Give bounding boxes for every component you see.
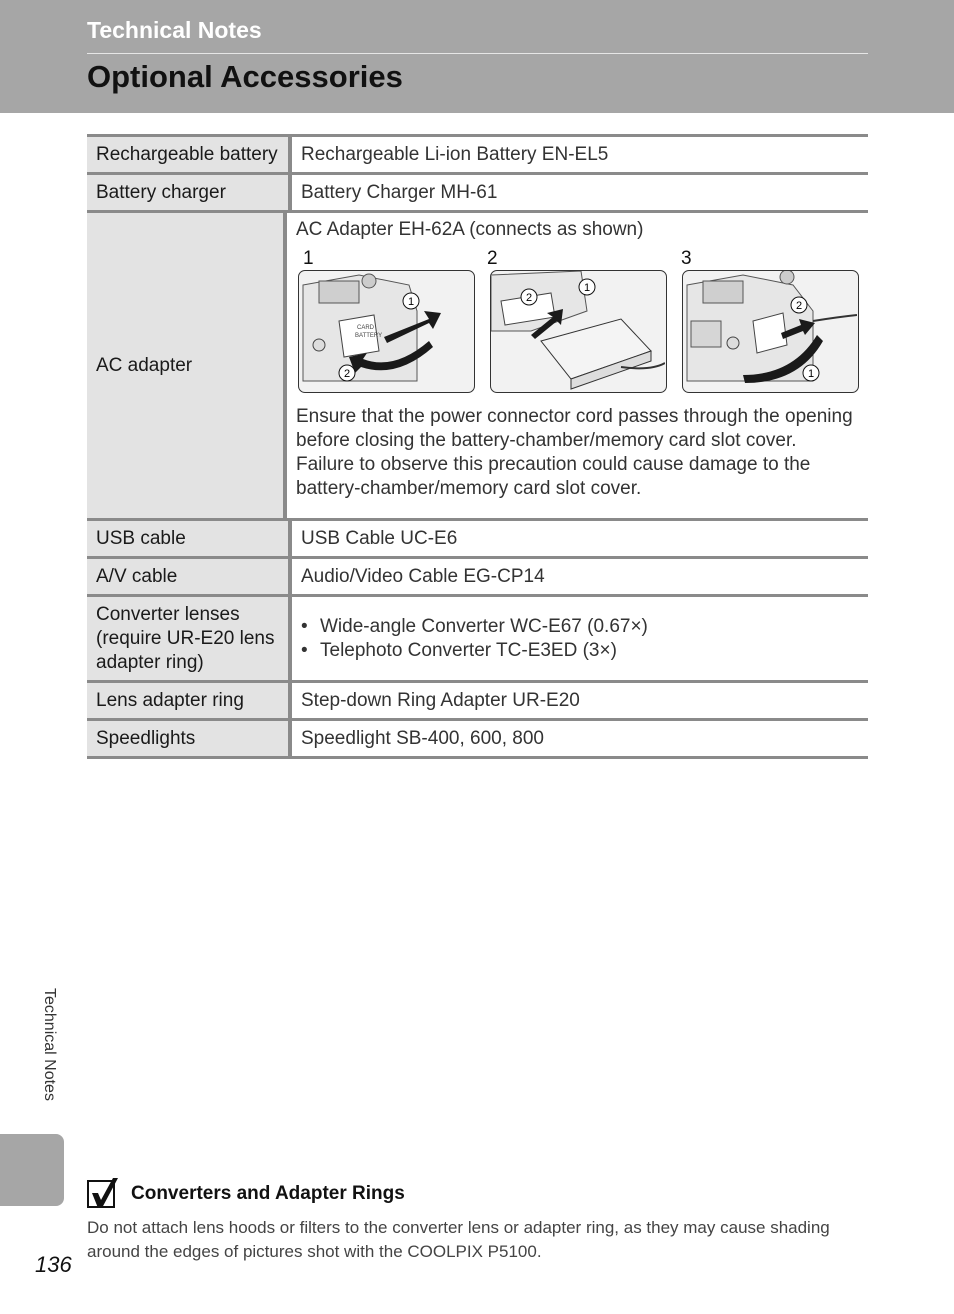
table-row [87,683,868,721]
row-value: USB Cable UC-E6 [301,527,458,549]
ac-adapter-note: Ensure that the power connector cord passes through the opening before closing the battery-chamber/memory card slot cover. Failure to observe this precaution could cause damage to the battery-chamber/memory card slot cover. [296,406,853,499]
table-row [87,213,868,521]
page-title: Optional Accessories [87,59,403,94]
row-value [292,597,868,680]
row-label: A/V cable [87,559,288,594]
table-row [87,597,868,683]
svg-text:1: 1 [583,282,591,294]
table-row [87,175,868,213]
list-item: • Telephoto Converter TC-E3ED (3×) [301,639,648,663]
row-label: Lens adapter ring [87,683,288,718]
table-row [87,137,868,175]
sidebar-tab [0,1134,64,1206]
illustration-open-cover [298,270,475,393]
note-header [87,1178,405,1210]
figure-number: 1 [303,248,314,269]
row-value: Audio/Video Cable EG-CP14 [301,565,545,587]
row-value: Rechargeable Li-ion Battery EN-EL5 [301,143,609,165]
row-value: AC Adapter EH-62A (connects as shown) [296,219,644,240]
page-header [0,0,954,113]
note-title: Converters and Adapter Rings [131,1183,405,1204]
svg-text:1: 1 [407,296,415,308]
figure-number: 2 [487,248,498,269]
svg-text:1: 1 [807,368,815,380]
figure-number: 3 [681,248,692,269]
row-label: AC adapter [87,213,283,518]
figure-numbers [296,248,859,268]
illustration-close-cover [682,270,859,393]
list-item: • Wide-angle Converter WC-E67 (0.67×) [301,615,648,639]
row-value: Speedlight SB-400, 600, 800 [301,727,544,749]
table-row [87,559,868,597]
table-row [87,721,868,759]
row-label: Battery charger [87,175,288,210]
sidebar-tab-label: Technical Notes [41,988,58,1101]
row-value: Step-down Ring Adapter UR-E20 [301,689,580,711]
ac-adapter-cell [287,213,868,518]
illustration-insert-connector [490,270,667,393]
row-value: Battery Charger MH-61 [301,181,498,203]
svg-text:2: 2 [343,368,351,380]
header-divider [87,53,868,54]
row-label: Speedlights [87,721,288,756]
row-label: USB cable [87,521,288,556]
row-label: Converter lenses (require UR-E20 lens adapter ring) [87,597,288,680]
row-label: Rechargeable battery [87,137,288,172]
svg-text:2: 2 [525,292,533,304]
note-body: Do not attach lens hoods or filters to the converter lens or adapter ring, as they may cause shading around the edges of pictures shot with the COOLPIX P5100. [87,1218,830,1261]
converter-list [301,615,648,663]
accessories-table [87,134,868,759]
table-row [87,521,868,559]
svg-text:BATTERY: BATTERY [355,333,383,339]
svg-text:2: 2 [795,300,803,312]
section-title: Technical Notes [87,17,262,43]
checkmark-icon [87,1178,119,1210]
svg-text:CARD: CARD [357,325,375,331]
connection-illustrations [298,270,859,393]
page-number: 136 [35,1252,72,1277]
